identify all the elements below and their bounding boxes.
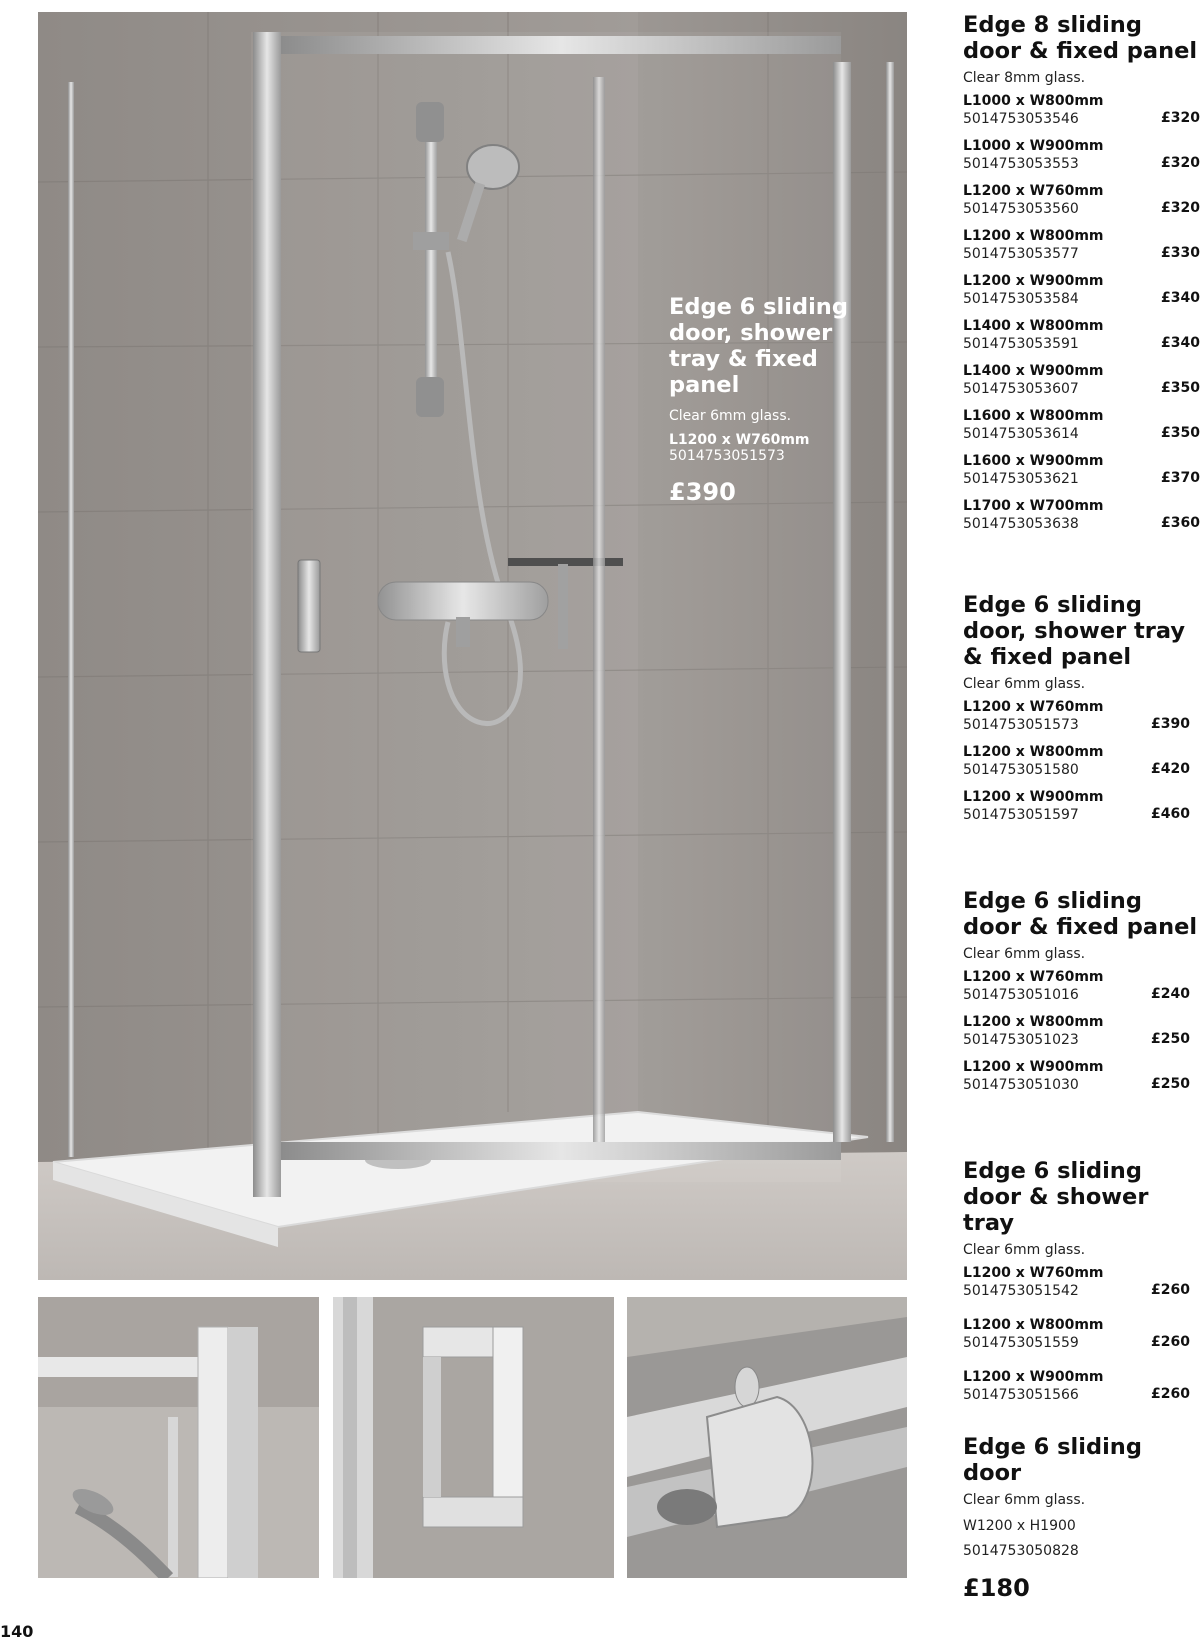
item-size: L1200 x W760mm: [963, 1265, 1104, 1281]
corner-profile-illustration: [38, 1297, 319, 1578]
item-size: L1200 x W760mm: [963, 183, 1104, 199]
item-code: 5014753053638: [963, 516, 1079, 532]
section-title: Edge 6 sliding door, shower tray & fixed panel: [963, 592, 1186, 670]
item-price: £340: [1161, 335, 1200, 351]
item-size: L1000 x W900mm: [963, 138, 1104, 154]
item-code: 5014753051573: [963, 717, 1079, 733]
item-price: £320: [1161, 200, 1200, 216]
list-item: [963, 182, 1200, 227]
glass-spec: Clear 6mm glass.: [963, 1242, 1086, 1258]
item-code: 5014753053553: [963, 156, 1079, 172]
item-code: 5014753051597: [963, 807, 1079, 823]
list-item: [963, 1264, 1200, 1316]
item-size: L1200 x W900mm: [963, 273, 1104, 289]
door-handle-illustration: [333, 1297, 614, 1578]
item-size: L1200 x W800mm: [963, 1014, 1104, 1030]
item-size: L1200 x W800mm: [963, 1317, 1104, 1333]
item-code: 5014753053577: [963, 246, 1079, 262]
item-price: £350: [1161, 425, 1200, 441]
glass-spec: Clear 6mm glass.: [963, 1492, 1086, 1508]
item-code: 5014753053614: [963, 426, 1079, 442]
hero-product-overlay: [669, 294, 849, 506]
overlay-title: Edge 6 sliding door, shower tray & fixed panel: [669, 294, 848, 398]
section-edge6-sliding-door-shower-tray: [963, 1158, 1200, 1420]
overlay-code: 5014753051573: [669, 448, 785, 464]
item-code: 5014753051023: [963, 1032, 1079, 1048]
item-price: £420: [1151, 761, 1190, 777]
overlay-price: £390: [669, 478, 736, 506]
section-title: Edge 6 sliding door: [963, 1434, 1142, 1486]
list-item: [963, 137, 1200, 182]
roller-illustration: [627, 1297, 907, 1578]
section-edge6-sliding-door-tray-fixed-panel: [963, 592, 1200, 833]
item-code: 5014753051566: [963, 1387, 1079, 1403]
item-size: L1700 x W700mm: [963, 498, 1104, 514]
list-item: [963, 698, 1200, 743]
glass-spec: Clear 8mm glass.: [963, 70, 1086, 86]
list-item: [963, 272, 1200, 317]
item-size: L1600 x W900mm: [963, 453, 1104, 469]
item-code: 5014753053560: [963, 201, 1079, 217]
item-code: 5014753051016: [963, 987, 1079, 1003]
item-size: L1200 x W800mm: [963, 228, 1104, 244]
item-code: 5014753051542: [963, 1283, 1079, 1299]
item-code: 5014753051030: [963, 1077, 1079, 1093]
hero-shower-photo: [38, 12, 907, 1280]
item-price: £250: [1151, 1076, 1190, 1092]
list-item: [963, 788, 1200, 833]
item-size: L1200 x W900mm: [963, 789, 1104, 805]
item-size: L1200 x W800mm: [963, 744, 1104, 760]
detail-photo-roller: [627, 1297, 907, 1578]
item-price: £330: [1161, 245, 1200, 261]
item-size: L1200 x W900mm: [963, 1369, 1104, 1385]
item-code: 5014753053584: [963, 291, 1079, 307]
item-code: 5014753050828: [963, 1543, 1079, 1559]
list-item: [963, 362, 1200, 407]
detail-photo-door-handle: [333, 1297, 614, 1578]
item-size: L1200 x W760mm: [963, 969, 1104, 985]
glass-spec: Clear 6mm glass.: [963, 676, 1086, 692]
glass-spec: Clear 6mm glass.: [963, 946, 1086, 962]
shower-enclosure-illustration: [38, 12, 907, 1280]
list-item: [963, 1058, 1200, 1103]
item-price: £360: [1161, 515, 1200, 531]
list-item: [963, 92, 1200, 137]
item-size: L1200 x W900mm: [963, 1059, 1104, 1075]
item-price: £390: [1151, 716, 1190, 732]
item-size: L1600 x W800mm: [963, 408, 1104, 424]
section-edge6-sliding-door-fixed-panel: [963, 888, 1200, 1103]
item-price: £260: [1151, 1386, 1190, 1402]
item-price: £250: [1151, 1031, 1190, 1047]
list-item: [963, 227, 1200, 272]
list-item: [963, 452, 1200, 497]
item-code: 5014753053591: [963, 336, 1079, 352]
item-price: £180: [963, 1574, 1030, 1602]
list-item: [963, 1316, 1200, 1368]
section-title: Edge 8 sliding door & fixed panel: [963, 12, 1198, 64]
section-edge8-sliding-door-fixed-panel: [963, 12, 1200, 542]
item-price: £260: [1151, 1334, 1190, 1350]
overlay-glass: Clear 6mm glass.: [669, 408, 792, 424]
item-price: £340: [1161, 290, 1200, 306]
section-title: Edge 6 sliding door & shower tray: [963, 1158, 1149, 1236]
item-code: 5014753051559: [963, 1335, 1079, 1351]
item-size: L1200 x W760mm: [963, 699, 1104, 715]
list-item: [963, 317, 1200, 362]
list-item: [963, 407, 1200, 452]
item-price: £460: [1151, 806, 1190, 822]
item-price: £350: [1161, 380, 1200, 396]
section-title: Edge 6 sliding door & fixed panel: [963, 888, 1198, 940]
item-code: 5014753053546: [963, 111, 1079, 127]
list-item: [963, 1368, 1200, 1420]
item-size: L1400 x W900mm: [963, 363, 1104, 379]
page-number: 140: [0, 1622, 34, 1641]
item-price: £370: [1161, 470, 1200, 486]
overlay-size: L1200 x W760mm: [669, 432, 810, 448]
list-item: [963, 743, 1200, 788]
item-size: L1000 x W800mm: [963, 93, 1104, 109]
item-code: 5014753051580: [963, 762, 1079, 778]
section-edge6-sliding-door: [963, 1434, 1200, 1602]
detail-photo-corner-profile: [38, 1297, 319, 1578]
item-price: £240: [1151, 986, 1190, 1002]
item-size: W1200 x H1900: [963, 1518, 1076, 1534]
list-item: [963, 968, 1200, 1013]
list-item: [963, 1013, 1200, 1058]
item-price: £260: [1151, 1282, 1190, 1298]
item-code: 5014753053621: [963, 471, 1079, 487]
list-item: [963, 497, 1200, 542]
item-code: 5014753053607: [963, 381, 1079, 397]
item-price: £320: [1161, 110, 1200, 126]
item-size: L1400 x W800mm: [963, 318, 1104, 334]
item-price: £320: [1161, 155, 1200, 171]
